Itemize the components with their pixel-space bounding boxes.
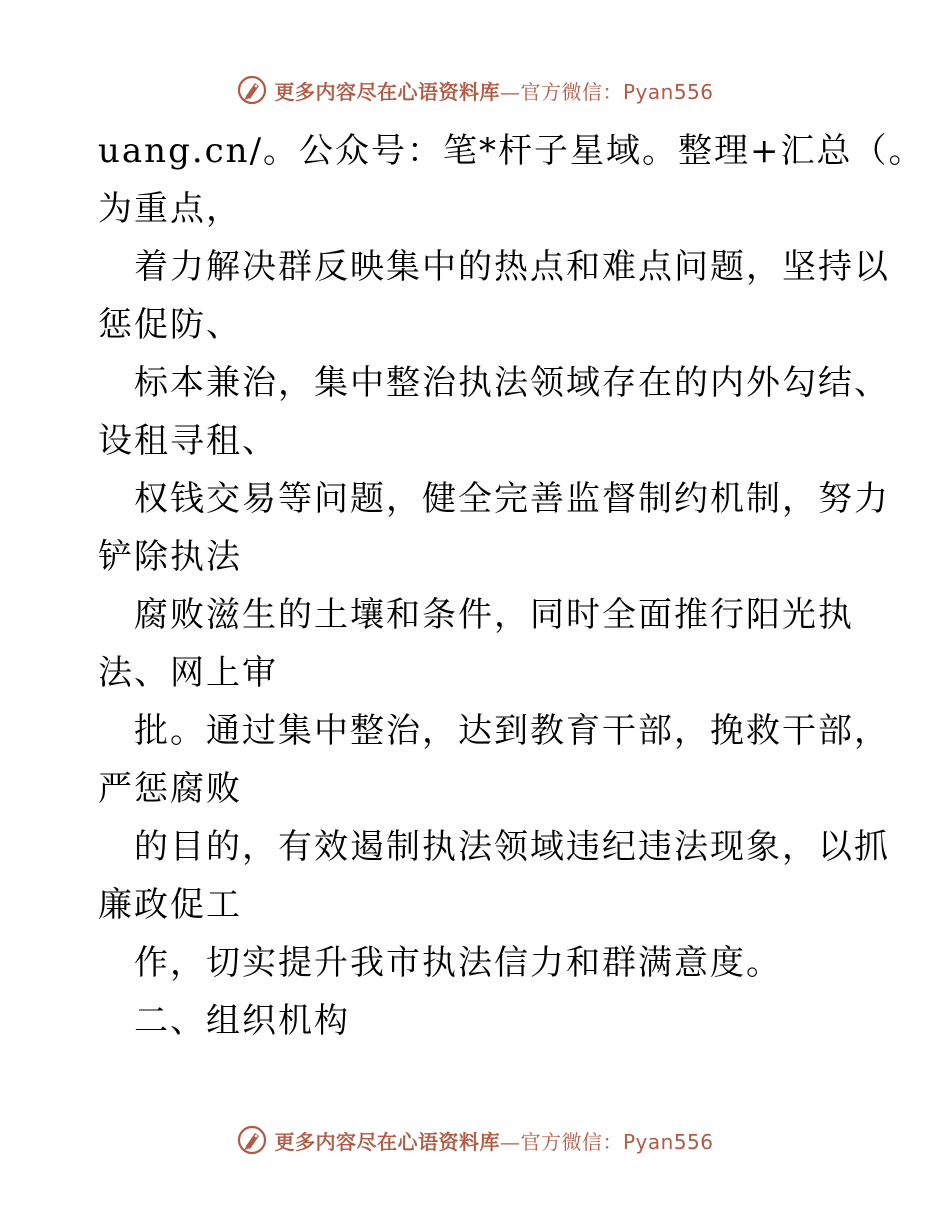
- watermark-text: [274, 1126, 713, 1155]
- text-line: uang.cn/。公众号：笔*杆子星域。整理+汇总（。: [98, 131, 925, 171]
- watermark-dash: —: [499, 79, 521, 104]
- watermark-main-text: 更多内容尽在心语资料库: [274, 79, 500, 104]
- watermark-text: [274, 76, 713, 105]
- text-line: 惩促防、: [98, 305, 242, 345]
- text-line: 为重点，: [98, 189, 242, 229]
- section-heading: 二、组织机构: [134, 1001, 350, 1041]
- watermark-banner-bottom: [0, 1120, 950, 1160]
- text-line: 铲除执法: [98, 537, 242, 577]
- text-line: 腐败滋生的土壤和条件，同时全面推行阳光执: [134, 595, 854, 635]
- text-line: 批。通过集中整治，达到教育干部，挽救干部，: [134, 711, 890, 751]
- pen-nib-logo-icon: [236, 1124, 268, 1156]
- text-line: 的目的，有效遏制执法领域违纪违法现象，以抓: [134, 827, 890, 867]
- text-line: 权钱交易等问题，健全完善监督制约机制，努力: [134, 479, 890, 519]
- text-line: 标本兼治，集中整治执法领域存在的内外勾结、: [134, 363, 890, 403]
- document-body: [98, 122, 925, 1050]
- watermark-wechat-label: 官方微信：: [520, 1129, 623, 1154]
- text-line: 严惩腐败: [98, 769, 242, 809]
- watermark-banner-top: [0, 70, 950, 110]
- text-line: 法、网上审: [98, 653, 278, 693]
- watermark-main-text: 更多内容尽在心语资料库: [274, 1129, 500, 1154]
- watermark-dash: —: [499, 1129, 521, 1154]
- text-line: 作，切实提升我市执法信力和群满意度。: [134, 943, 782, 983]
- pen-nib-logo-icon: [236, 74, 268, 106]
- text-line: 设租寻租、: [98, 421, 278, 461]
- watermark-wechat-handle: Pyan556: [622, 1129, 714, 1154]
- text-line: 着力解决群反映集中的热点和难点问题，坚持以: [134, 247, 890, 287]
- text-line: 廉政促工: [98, 885, 242, 925]
- watermark-wechat-label: 官方微信：: [520, 79, 623, 104]
- watermark-wechat-handle: Pyan556: [622, 79, 714, 104]
